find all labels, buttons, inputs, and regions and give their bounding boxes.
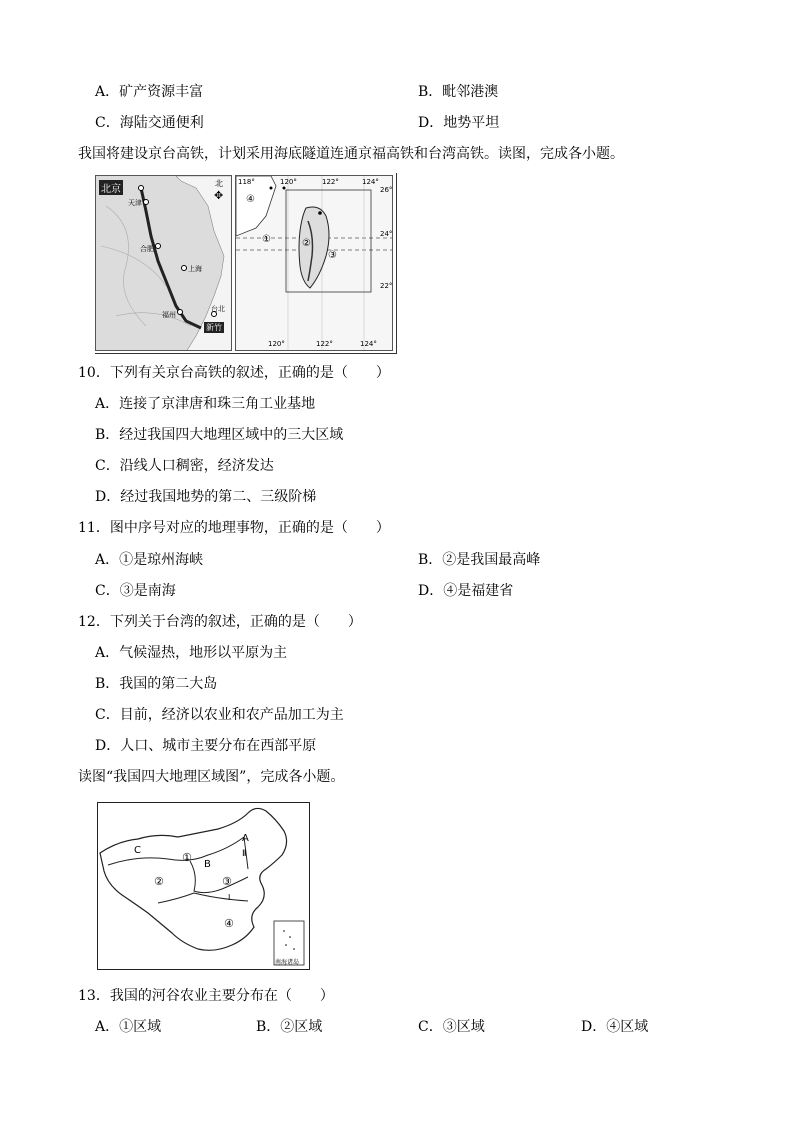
region-marker-1: ① [182,851,192,864]
intro-2: 读图“我国四大地理区域图”，完成各小题。 [78,769,345,785]
q10-option-a: A．连接了京津唐和珠三角工业基地 [95,396,316,412]
roman-2: Ⅱ [242,849,247,859]
q10-option-d: D．经过我国地势的第二、三级阶梯 [95,489,317,505]
label-fuzhou: 福州 [162,311,176,319]
lon-120-bottom: 120° [268,340,285,348]
lon-124-top: 124° [362,178,379,186]
q11-stem: 11．图中序号对应的地理事物，正确的是（ ） [78,520,390,536]
q10-option-c: C．沿线人口稠密，经济发达 [95,458,274,474]
label-beijing: 北京 [99,180,123,195]
railway-map-panel [95,175,232,351]
marker-1: ① [262,234,271,245]
label-tianjin: 天津 [128,199,142,207]
q13-option-d: D．④区域 [581,1019,649,1035]
marker-2: ② [302,238,311,249]
q9-option-a: A．矿产资源丰富 [95,84,204,100]
q11-option-c: C．③是南海 [95,583,176,599]
q10-stem: 10．下列有关京台高铁的叙述，正确的是（ ） [78,365,390,381]
region-c: C [134,845,141,856]
lon-122-bottom: 122° [316,340,333,348]
roman-1: Ⅰ [228,893,231,902]
lat-22: 22° [380,282,393,290]
q13-option-b: B．②区域 [256,1019,323,1035]
q12-option-b: B．我国的第二大岛 [95,676,218,692]
lat-24: 24° [380,230,393,238]
marker-4: ④ [246,194,255,205]
lon-122-top: 122° [322,178,339,186]
marker-3: ③ [328,250,337,261]
q12-option-a: A．气候湿热，地形以平原为主 [95,645,288,661]
label-hsinchu: 新竹 [206,323,222,332]
region-marker-3: ③ [222,875,232,888]
q12-option-c: C．目前，经济以农业和农产品加工为主 [95,707,344,723]
map-beijing-taiwan-railway [95,173,397,354]
taiwan-map-panel [235,175,393,351]
label-hefei: 合肥 [140,245,154,253]
north-arrow-icon: ✥ [214,189,224,202]
intro-1: 我国将建设京台高铁，计划采用海底隧道连通京福高铁和台湾高铁。读图，完成各小题。 [78,146,624,162]
q13-option-c: C．③区域 [418,1019,485,1035]
q13-stem: 13．我国的河谷农业主要分布在（ ） [78,988,334,1004]
north-label: 北 [215,179,223,188]
q11-option-a: A．①是琼州海峡 [95,552,204,568]
q13-option-a: A．①区域 [95,1019,162,1035]
q9-option-c: C．海陆交通便利 [95,115,204,131]
lon-118: 118° [238,178,255,186]
q11-option-d: D．④是福建省 [418,583,514,599]
inset-label: 南海诸岛 [275,959,300,966]
region-marker-2: ② [154,875,164,888]
q12-option-d: D．人口、城市主要分布在西部平原 [95,738,317,754]
q9-option-b: B．毗邻港澳 [418,84,499,100]
lon-124-bottom: 124° [360,340,377,348]
label-taipei: 台北 [211,305,225,313]
lat-26: 26° [380,186,393,194]
label-shanghai: 上海 [188,265,202,273]
q10-option-b: B．经过我国四大地理区域中的三大区域 [95,427,344,443]
region-a: A [242,833,249,844]
q12-stem: 12．下列关于台湾的叙述，正确的是（ ） [78,614,362,630]
region-marker-4: ④ [224,917,234,930]
q9-option-d: D．地势平坦 [418,115,500,131]
region-b: B [204,859,211,870]
lon-120-top: 120° [280,178,297,186]
q11-option-b: B．②是我国最高峰 [418,552,541,568]
china-regions-map [97,802,310,970]
